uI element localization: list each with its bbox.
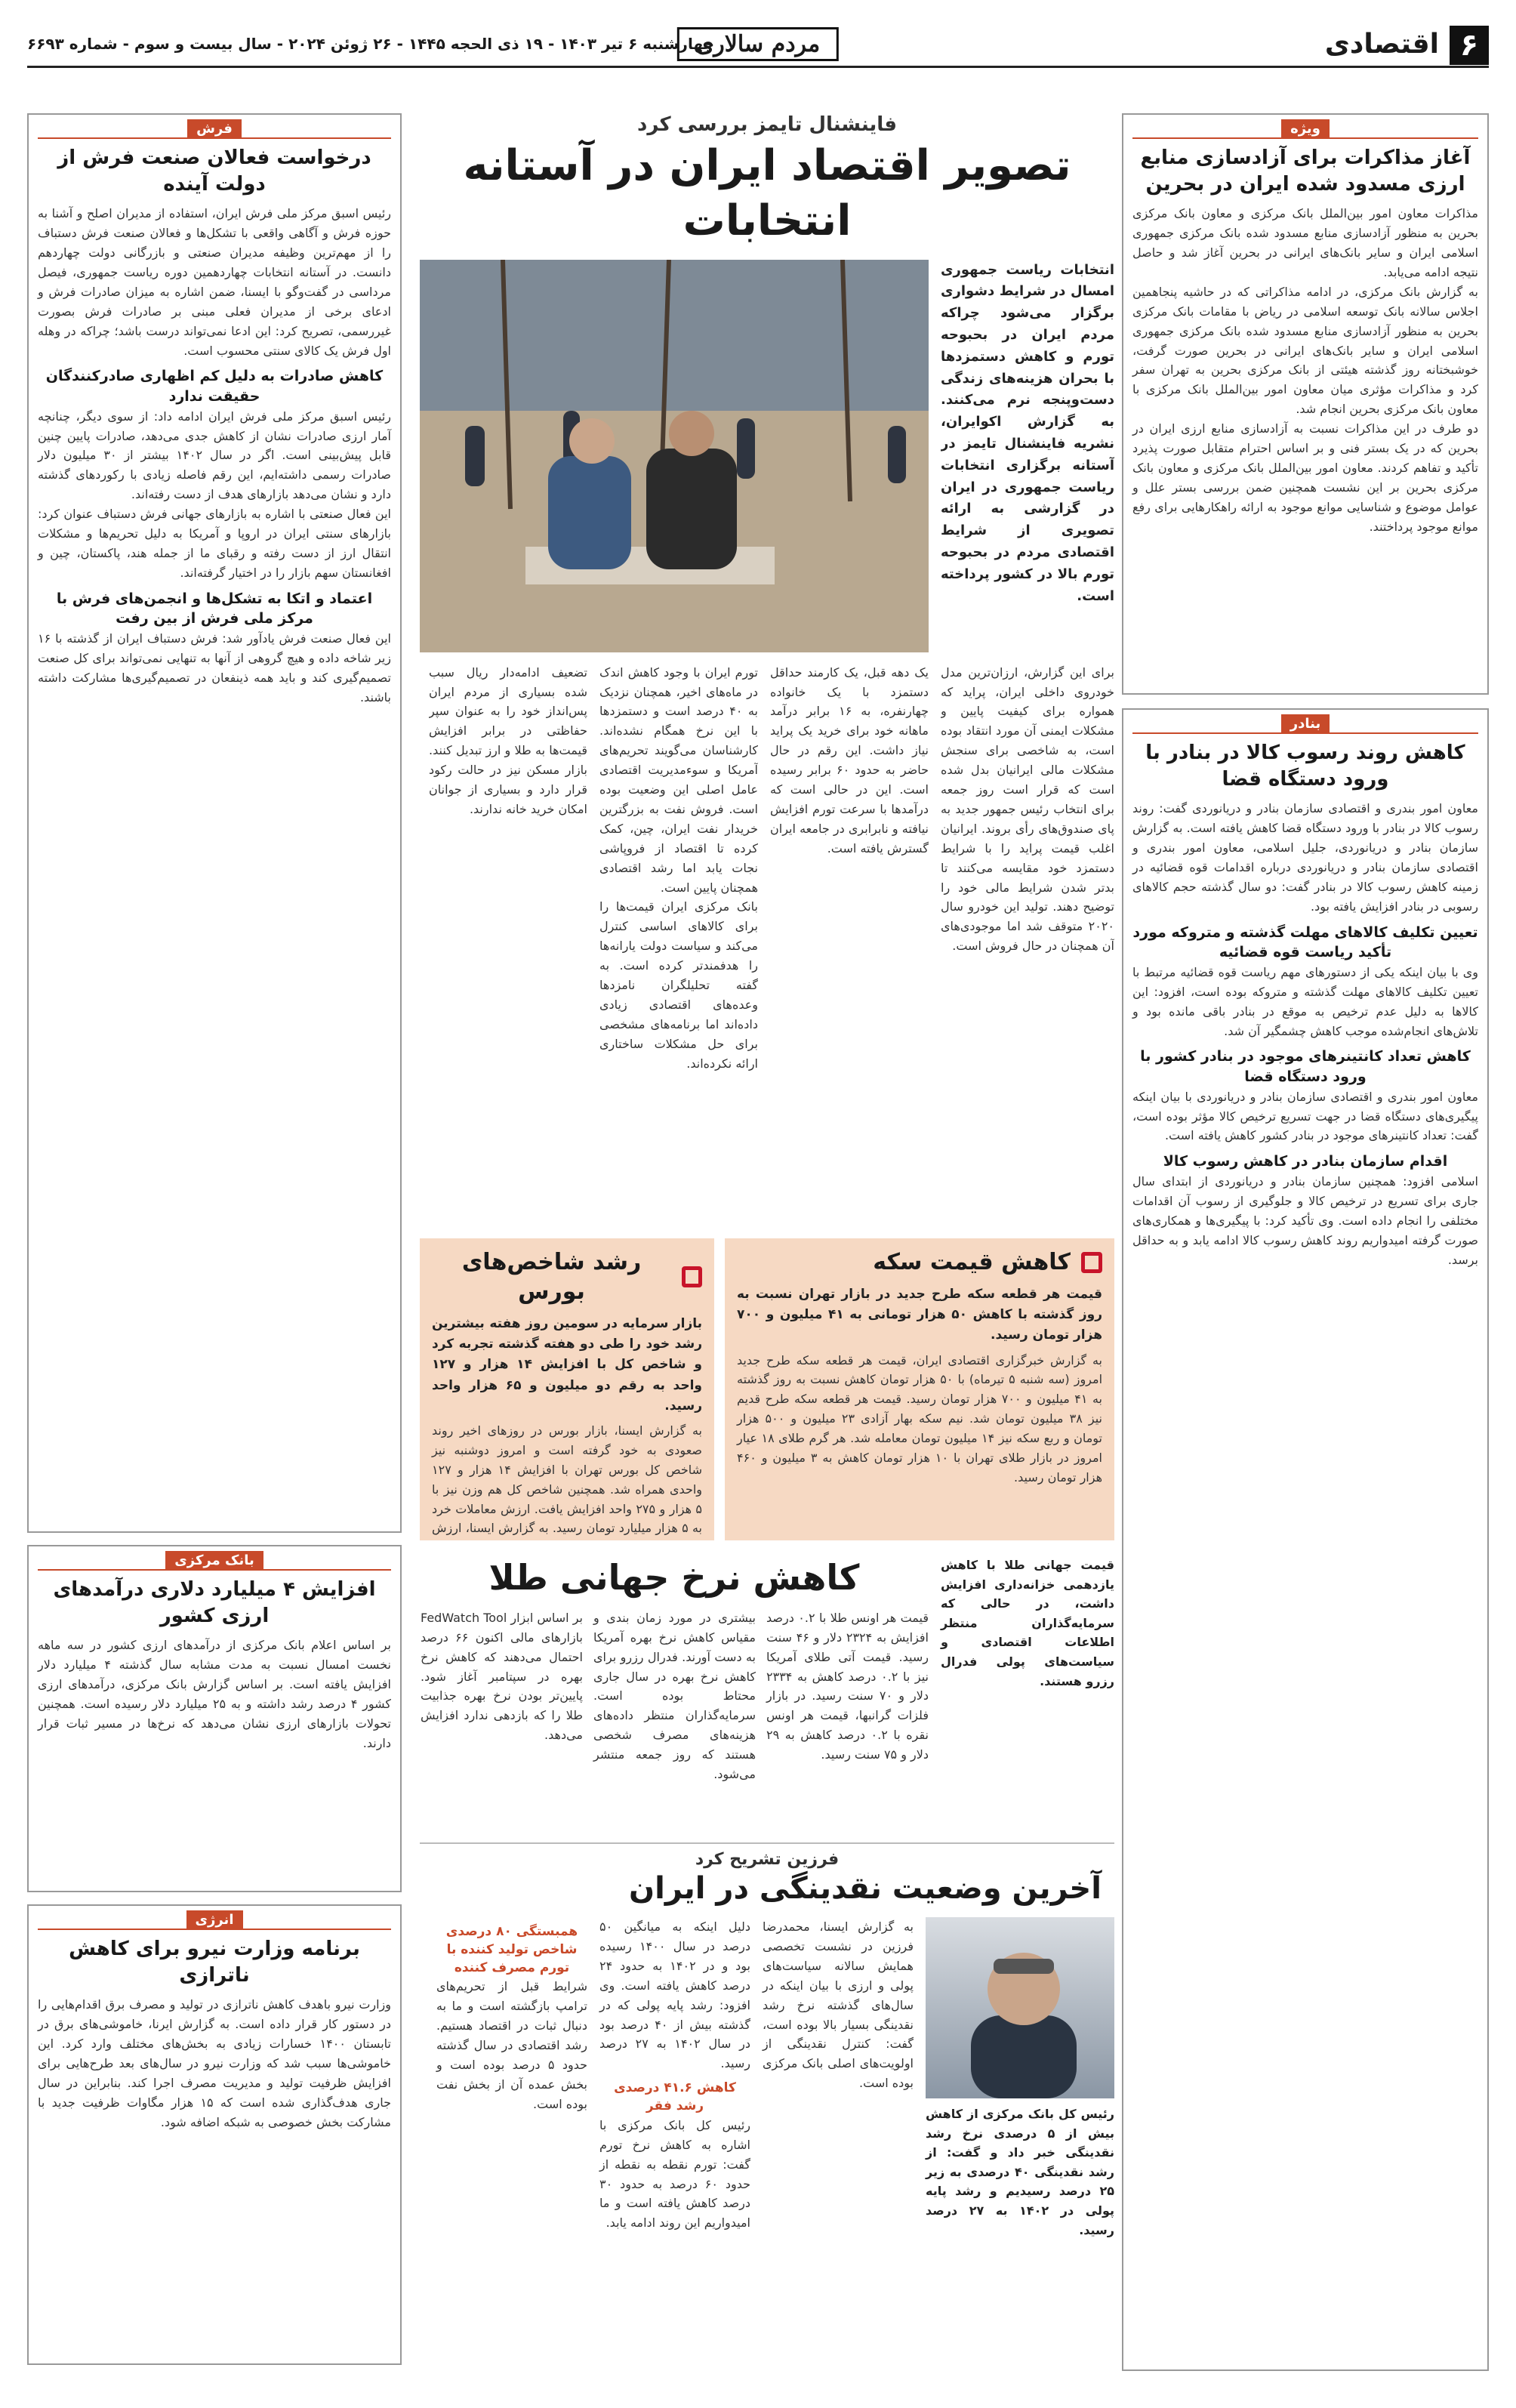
- article-title: آخرین وضعیت نقدینگی در ایران: [629, 1871, 1102, 1906]
- article-body: وزارت نیرو باهدف کاهش ناترازی در تولید و مصرف برق اقدام‌هایی را در دستور کار قرار داده است. به گزارش ایرنا، خاموشی‌های برق در تابستان ۱۴۰۰ خسارات زیادی به بخش‌های مختلف وارد کرد. این خاموشی‌ها سبب شد که وزارت نیرو در سال‌های بعد طرح‌هایی برای افزایش ظرفیت تولید و مدیریت مصرف اجرا کند. بنابراین در سال جاری هدف‌گذاری شده است که ۱۵ هزار مگاوات ظرفیت جدید با مشارکت بخش خصوصی به شبکه اضافه شود.: [38, 1997, 392, 2129]
- article-liquidity: [420, 1842, 1114, 2371]
- article-title: درخواست فعالان صنعت فرش از دولت آینده: [57, 146, 371, 196]
- section-tag: فرش: [187, 119, 242, 137]
- article-body: به گزارش ایسنا، محمدرضا فرزین در نشست تخصصی همایش سالانه سیاست‌های پولی و ارزی با بیان اینکه در سال‌های گذشته نرخ رشد نقدینگی بسیار بالا بوده است، گفت: کنترل نقدینگی از اولویت‌های اصلی بانک مرکزی بوده است.: [763, 1919, 914, 2091]
- article-ports: [1122, 708, 1489, 2371]
- article-body: به گزارش ایسنا، بازار بورس در روزهای اخیر روند صعودی به خود گرفته است و امروز دوشنبه نیز شاخص کل بورس تهران با افزایش ۱۴ هزار و ۱۲۷ واحدی همراه شد. همچنین شاخص کل هم وزن نیز با ۵ هزار و ۲۷۵ واحد افزایش یافت. ارزش معاملات خرد به ۵ هزار میلیارد تومان رسید. به گزارش ایسنا، ارزش: [432, 1423, 702, 1536]
- article-subheading: اقدام سازمان بنادر در کاهش رسوب کالا: [1163, 1153, 1448, 1170]
- article-gold: [420, 1555, 1114, 1835]
- article-lead: انتخابات ریاست جمهوری امسال در شرایط دشواری برگزار می‌شود چراکه مردم ایران در بحبوحه تورم و کاهش دستمزدها با بحران هزینه‌های زندگی دست‌وپنجه نرم می‌کنند. به گزارش اکوایران، نشریه فاینشنال تایمز در آستانه برگزاری انتخابات ریاست جمهوری در ایران در گزارشی به ارائه تصویری از شرایط اقتصادی مردم در بحبوحه تورم بالا در کشور پرداخته است.: [941, 261, 1114, 604]
- article-body: بانک مرکزی ایران قیمت‌ها را برای کالاهای اساسی کنترل می‌کند و سیاست دولت یارانه‌ها را هدفمندتر کرده است. به گفته تحلیلگران نامزدها وعده‌های اقتصادی زیادی داده‌اند اما برنامه‌های مشخصی برای حل مشکلات ساختاری ارائه نکرده‌اند.: [599, 899, 758, 1071]
- newspaper-logo: مردم سالاری: [677, 27, 839, 61]
- article-lead: قیمت هر قطعه سکه طرح جدید در بازار تهران نسبت به روز گذشته با کاهش ۵۰ هزار تومانی به ۴۱ میلیون و ۷۰۰ هزار تومان رسید.: [737, 1287, 1102, 1343]
- page-number: ۶: [1450, 26, 1489, 65]
- article-title: افزایش ۴ میلیارد دلاری درآمدهای ارزی کشور: [53, 1578, 376, 1628]
- street-photo: [420, 260, 929, 652]
- section-tag: انرژی: [186, 1910, 243, 1929]
- article-body: بیشتری در مورد زمان بندی و مقیاس کاهش نرخ بهره آمریکا به دست آورند. فدرال رزرو برای کاهش نرخ بهره در سال جاری محتاط بوده است. سرمایه‌گذاران منتظر داده‌های هزینه‌های مصرف شخصی هستند که روز جمعه منتشر می‌شود.: [593, 1610, 756, 1782]
- article-lead: قیمت جهانی طلا با کاهش یازدهمی خزانه‌داری افزایش داشت، در حالی که سرمایه‌گذاران منتظر اطلاعات اقتصادی و سیاست‌های پولی فدرال رزرو هستند.: [941, 1558, 1114, 1688]
- article-title: کاهش قیمت سکه: [873, 1249, 1071, 1275]
- article-body: تورم ایران با وجود کاهش اندک در ماه‌های اخیر، همچنان نزدیک به ۴۰ درصد است و دستمزدها با این نرخ همگام نشده‌اند. کارشناسان می‌گویند تحریم‌های آمریکا و سوءمدیریت اقتصادی عامل اصلی این وضعیت بوده است. فروش نفت به بزرگترین خریدار نفت ایران، چین، کمک کرده تا اقتصاد از فروپاشی نجات یابد اما رشد اقتصادی همچنان پایین است.: [599, 664, 758, 895]
- article-subheading: همبستگی ۸۰ درصدی شاخص تولید کننده با تورم مصرف کننده: [445, 1924, 578, 1975]
- article-bahrain: [1122, 113, 1489, 695]
- article-body: قیمت هر اونس طلا با ۰.۲ درصد افزایش به ۲۳۲۴ دلار و ۴۶ سنت رسید. قیمت آتی طلای آمریکا نیز با ۰.۲ درصد کاهش به ۲۳۳۴ دلار و ۷۰ سنت رسید. در بازار فلزات گرانبها، قیمت هر اونس نقره با ۰.۲ درصد کاهش به ۲۹ دلار و ۷۵ سنت رسید.: [766, 1610, 929, 1762]
- article-body: شرایط قبل از تحریم‌های ترامپ بازگشته است و ما به دنبال ثبات در اقتصاد هستیم. رشد اقتصادی در سال گذشته حدود ۵ درصد بوده است و بخش عمده آن از بخش نفت بوده است.: [436, 1979, 587, 2111]
- section-tag: بانک مرکزی: [165, 1551, 263, 1569]
- article-body: رئیس اسبق مرکز ملی فرش ایران، استفاده از مدیران اصلح و آشنا به حوزه فرش و آگاهی واقعی با تشکل‌ها و فعالان صنعت فرش دستباف را از مهم‌ترین وظیفه مدیران صنعتی و بازرگانی دولت چهاردهم دانست. در آستانه انتخابات چهاردهمین دوره ریاست جمهوری، فیصل مرداسی در گفت‌وگو با ایسنا، ضمن اشاره به میزان صادرات فرش و ادعای برخی از مدیران فعلی مبنی بر صادرات فرش بصورت غیررسمی، تصریح کرد: این ادعا نمی‌تواند درست باشد؛ چراکه در وهله اول فرش یک کالای سنتی محسوب است.: [38, 206, 391, 358]
- article-subheading: کاهش صادرات به دلیل کم اظهاری صادرکنندگان حقیقت ندارد: [45, 368, 384, 405]
- right-column: [1122, 113, 1489, 2371]
- article-body: به گزارش خبرگزاری اقتصادی ایران، قیمت هر قطعه سکه طرح جدید امروز (سه شنبه ۵ تیرماه) با ۵۰ هزار تومان کاهش نسبت به روز گذشته به ۴۱ میلیون و ۷۰۰ هزار تومان رسید. قیمت هر قطعه سکه طرح قدیم نیز ۳۸ میلیون تومان شد. نیم سکه بهار آزادی ۲۳ میلیون و ۵۰۰ هزار تومان و ربع سکه نیز ۱۴ میلیون تومان معامله شد. هر گرم طلای ۱۸ عیار امروز در بازار طلای تهران با ۱۰ هزار تومان کاهش به ۳ میلیون و ۴۶۰ هزار تومان رسید.: [737, 1352, 1103, 1485]
- date-line: چهارشنبه ۶ تیر ۱۴۰۳ - ۱۹ ذی الحجه ۱۴۴۵ - ۲۶ ژوئن ۲۰۲۴ - سال بیست و سوم - شماره ۶۶۹۳: [27, 35, 715, 53]
- article-body: معاون امور بندری و اقتصادی سازمان بنادر و دریانوردی با بیان اینکه پیگیری‌های دستگاه قضا در جهت تسریع ترخیص کالا مؤثر بوده است، گفت: تعداد کانتینرهای موجود در بنادر کشور کاهش یافته است.: [1132, 1089, 1478, 1143]
- article-body: برای این گزارش، ارزان‌ترین مدل خودروی داخلی ایران، پراید که همواره برای کیفیت پایین و مشکلات ایمنی آن مورد انتقاد بوده است، به شاخصی برای سنجش مشکلات مالی ایرانیان بدل شده است که قرار است روز جمعه برای انتخاب رئیس جمهور جدید به پای صندوق‌های رأی بروند. ایرانیان اغلب قیمت پراید را با شرایط دستمزد خود مقایسه می‌کنند تا بدتر شدن شرایط مالی خود را توضیح دهند. تولید این خودرو سال ۲۰۲۰ متوقف شد اما موجودی‌های آن همچنان در حال فروش است.: [941, 664, 1114, 954]
- article-lead: رئیس کل بانک مرکزی از کاهش بیش از ۵ درصدی نرخ رشد نقدینگی خبر داد و گفت: از رشد نقدینگی ۴۰ درصدی به زیر ۲۵ درصد رسیدیم و رشد پایه پولی در ۱۴۰۲ به ۲۷ درصد رسید.: [926, 2107, 1114, 2237]
- article-body: به گزارش بانک مرکزی، در ادامه مذاکراتی که در حاشیه پنجاهمین اجلاس سالانه بانک توسعه اسلامی در ریاض با مقامات بانک مرکزی بحرین به منظور آزادسازی منابع مسدود شده بانک مرکزی جمهوری اسلامی ایران و سایر بانک‌های ایرانی در بحرین صورت گرفت، خوشبختانه روز گذشته هیئتی از بانک مرکزی بحرین به تهران سفر کرد و مذاکرات مؤثری میان معاون امور بین‌الملل بانک مرکزی با معاون بانک مرکزی بحرین انجام شد.: [1132, 284, 1478, 417]
- article-lead: بازار سرمایه در سومین روز هفته بیشترین رشد خود را طی دو هفته گذشته تجربه کرد و شاخص کل با افزایش ۱۴ هزار و ۱۲۷ واحد به رقم دو میلیون و ۶۵ هزار واحد رسید.: [432, 1316, 702, 1414]
- article-body: این فعال صنعت فرش یادآور شد: فرش دستباف ایران از گذشته با ۱۶ زیر شاخه داده و هیچ گروهی از آنها به تنهایی نمی‌تواند برای کل صنعت تصمیم‌گیری کند و باید همه ذینفعان در تصمیم‌گیری‌ها مشارکت داشته باشند.: [38, 631, 391, 705]
- portrait-photo: [926, 1917, 1114, 2098]
- article-body: وی با بیان اینکه یکی از دستورهای مهم ریاست قوه قضائیه مرتبط با تعیین تکلیف کالاهای مهلت گذشته و متروکه بوده است، افزود: این کالاها به دلیل عدم ترخیص به موقع در بنادر باقی مانده بود و تلاش‌های انجام‌شده موجب کاهش چشمگیر آن شد.: [1132, 964, 1478, 1038]
- article-bourse: [420, 1238, 714, 1540]
- article-currency: [27, 1545, 402, 1892]
- article-body: دلیل اینکه به میانگین ۵۰ درصد در سال ۱۴۰۰ رسیده بود و در ۱۴۰۲ به حدود ۲۴ درصد کاهش یافته است. وی افزود: رشد پایه پولی که در گذشته بیش از ۴۰ درصد بود در سال ۱۴۰۲ به ۲۷ درصد رسید.: [599, 1919, 751, 2071]
- article-body: مذاکرات معاون امور بین‌الملل بانک مرکزی و معاون بانک مرکزی بحرین به منظور آزادسازی منابع مسدود شده بانک مرکزی جمهوری اسلامی ایران و سایر بانک‌های ایرانی در بحرین آغاز شد و حاصل نتیجه ادامه می‌یابد.: [1132, 206, 1478, 279]
- article-subheading: کاهش تعداد کانتینرهای موجود در بنادر کشور با ورود دستگاه قضا: [1140, 1048, 1471, 1086]
- left-column: [27, 113, 402, 2371]
- article-subheading: تعیین تکلیف کالاهای مهلت گذشته و متروکه مورد تأکید ریاست قوه قضائیه: [1132, 923, 1478, 961]
- article-body: دو طرف در این مذاکرات نسبت به آزادسازی منابع ارزی ایران در بحرین که در یک بستر فنی و بر اساس احترام متقابل صورت پذیرد تأکید و تفاهم کردند. معاون امور بین‌الملل بانک مرکزی و معاون بانک مرکزی بحرین بر این نشست همچنین ضمن بررسی بستر علل و عوامل موضوع و شناسایی موانع موجود به ارائه راهکارهایی برای رفع موانع موجود پرداختند.: [1132, 421, 1478, 534]
- article-body: معاون امور بندری و اقتصادی سازمان بنادر و دریانوردی گفت: روند رسوب کالا در بنادر با ورود دستگاه قضا کاهش یافته است. به گزارش سازمان بنادر و دریانوردی، جلیل اسلامی، معاون امور بندری و اقتصادی سازمان بنادر و دریانوردی درباره اقدامات قوه قضائیه در زمینه کاهش رسوب کالا در بنادر گفت: دو سال گذشته حجم کالاهای رسوبی در بنادر افزایش یافته بود.: [1132, 801, 1478, 914]
- article-title: آغاز مذاکرات برای آزادسازی منابع ارزی مسدود شده ایران در بحرین: [1140, 146, 1471, 196]
- article-coin: [725, 1238, 1114, 1540]
- article-subheading: اعتماد و اتکا به تشکل‌ها و انجمن‌های فرش با مرکز ملی فرش از بین رفت: [56, 590, 373, 627]
- article-title: رشد شاخص‌های بورس: [461, 1249, 642, 1305]
- news-icon: [1081, 1252, 1102, 1273]
- section-tag: ویژه: [1281, 119, 1330, 137]
- article-body: رئیس کل بانک مرکزی با اشاره به کاهش نرخ تورم گفت: تورم نقطه به نقطه از حدود ۶۰ درصد به حدود ۳۰ درصد کاهش یافته است و ما امیدواریم این روند ادامه یابد.: [599, 2117, 750, 2231]
- article-kicker: فاینشنال تایمز بررسی کرد: [636, 113, 898, 136]
- article-body: اسلامی افزود: همچنین سازمان بنادر و دریانوردی از ابتدای سال جاری برای تسریع در ترخیص کالا و جلوگیری از رسوب آن اقدامات مختلفی را انجام داده است. وی تأکید کرد: با پیگیری‌ها و همکاری‌های صورت گرفته امیدواریم روند کاهش رسوب کالا ادامه یابد و به حداقل برسد.: [1132, 1173, 1478, 1267]
- article-body: بر اساس اعلام بانک مرکزی از درآمدهای ارزی کشور در سه ماهه نخست امسال نسبت به مدت مشابه سال گذشته ۴ میلیارد دلار افزایش یافته است. بر اساس گزارش بانک مرکزی، درآمدهای ارزی کشور ۴ درصد رشد داشته و به ۲۵ میلیارد دلار رسیده است. همچنین تحولات بازارهای ارزی نشان می‌دهد که نرخ‌ها در مسیر ثبات قرار دارند.: [38, 1638, 391, 1750]
- article-body: این فعال صنعتی با اشاره به بازارهای جهانی فرش دستباف عنوان کرد: بازارهای سنتی ایران در اروپا و آمریکا به دلیل تحریم‌ها و مشکلات انتقال ارز از دست رفته و رقبای ما از جمله هند، پاکستان، چین و افغانستان سهم بازار را در اختیار گرفته‌اند.: [38, 507, 391, 580]
- section-title: اقتصادی: [1324, 29, 1439, 60]
- section-tag: بنادر: [1281, 714, 1330, 732]
- article-body: یک دهه قبل، یک کارمند حداقل دستمزد با یک خانواده چهارنفره، به ۱۶ برابر درآمد ماهانه خود برای خرید یک پراید نیاز داشت. این رقم در حال حاضر به حدود ۶۰ برابر رسیده است. این در حالی است که درآمدها با سرعت تورم افزایش نیافته و نابرابری در جامعه ایران گسترش یافته است.: [770, 664, 929, 856]
- article-body: رئیس اسبق مرکز ملی فرش ایران ادامه داد: از سوی دیگر، چنانچه آمار ارزی صادرات نشان از کاهش جدی می‌دهد، صادرات پایین چنین قابل پیش‌بینی است. اگر در سال ۱۴۰۲ بیشتر از ۳۰ میلیون دلار صادرات رسمی داشته‌ایم، این رقم فاصله زیادی با رکوردهای گذشته دارد و نشان می‌دهد بازارهای هدف از دست رفته‌اند.: [38, 409, 392, 502]
- photo-illustration: [420, 260, 929, 652]
- article-headline: تصویر اقتصاد ایران در آستانه انتخابات: [463, 141, 1071, 245]
- article-body: بر اساس ابزار FedWatch Tool بازارهای مالی اکنون ۶۶ درصد احتمال می‌دهند که کاهش نرخ بهره در سپتامبر آغاز شود. پایین‌تر بودن نرخ بهره جذابیت طلا را که بازدهی ندارد افزایش می‌دهد.: [420, 1610, 583, 1743]
- article-title: کاهش نرخ جهانی طلا: [488, 1557, 860, 1598]
- article-carpet: [27, 113, 402, 1533]
- article-title: کاهش روند رسوب کالا در بنادر با ورود دستگاه قضا: [1145, 742, 1465, 791]
- article-kicker: فرزین تشریح کرد: [695, 1850, 840, 1869]
- article-energy: [27, 1904, 402, 2365]
- portrait-illustration: [926, 1917, 1114, 2098]
- article-body: تضعیف ادامه‌دار ریال سبب شده بسیاری از مردم ایران پس‌انداز خود را به عنوان سپر حفاظتی در برابر افزایش قیمت‌ها به طلا و ارز تبدیل کنند. بازار مسکن نیز در حالت رکود قرار دارد و بسیاری از جوانان امکان خرید خانه ندارند.: [429, 664, 587, 816]
- page-header: [27, 21, 1489, 68]
- article-title: برنامه وزارت نیرو برای کاهش ناترازی: [69, 1938, 360, 1987]
- article-subheading: کاهش ۴۱.۶ درصدی رشد فقر: [614, 2080, 736, 2114]
- main-article: [420, 113, 1114, 1231]
- news-icon: [682, 1266, 702, 1287]
